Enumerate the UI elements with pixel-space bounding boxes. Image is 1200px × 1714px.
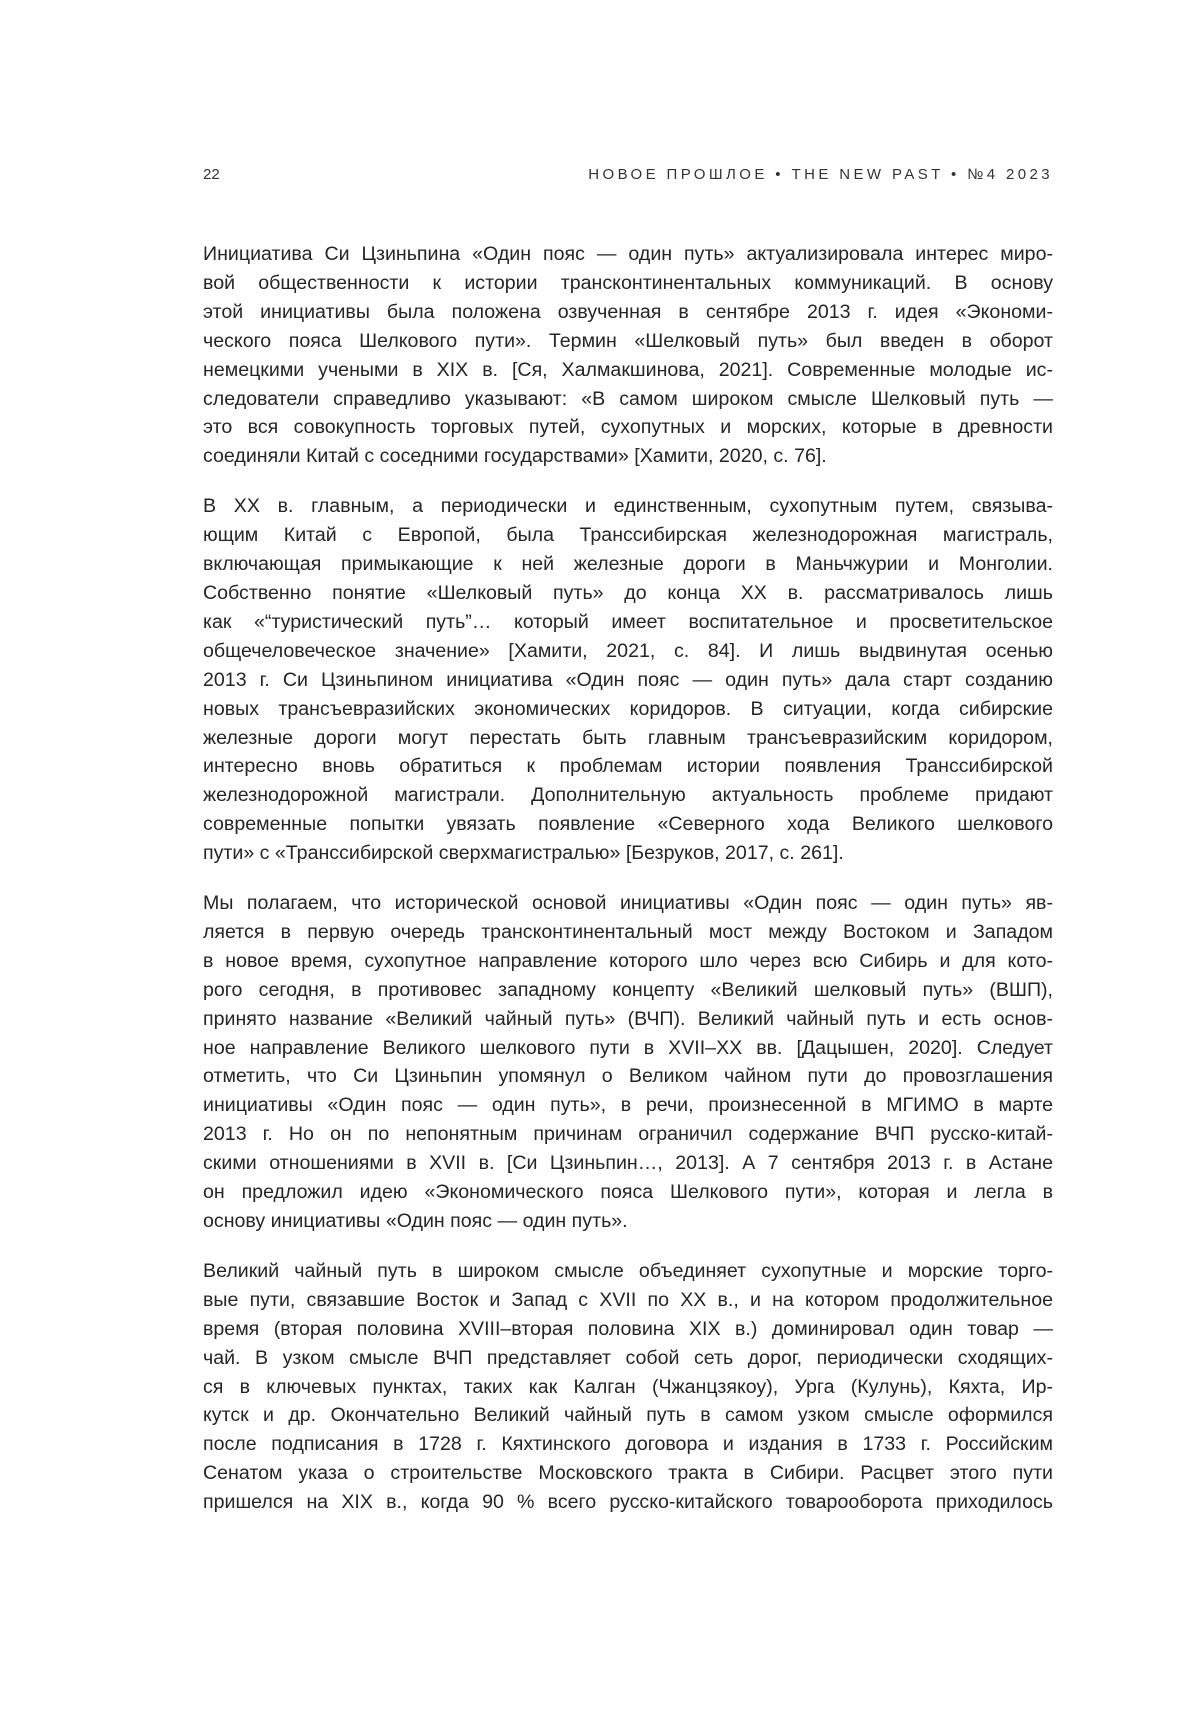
text-line: новых трансъевразийских экономических коридоров. В ситуации, когда сибирские bbox=[203, 695, 1053, 724]
text-line: это вся совокупность торговых путей, сухопутных и морских, которые в древности bbox=[203, 413, 1053, 442]
text-line: общечеловеческое значение» [Хамити, 2021, с. 84]. И лишь выдвинутая осенью bbox=[203, 637, 1053, 666]
paragraph bbox=[203, 240, 1053, 471]
paragraph bbox=[203, 492, 1053, 868]
text-line: ся в ключевых пунктах, таких как Калган (Чжанцзякоу), Урга (Кулунь), Кяхта, Ир- bbox=[203, 1373, 1053, 1402]
text-line: ющим Китай с Европой, была Транссибирская железнодорожная магистраль, bbox=[203, 521, 1053, 550]
text-line: после подписания в 1728 г. Кяхтинского договора и издания в 1733 г. Российским bbox=[203, 1430, 1053, 1459]
text-line: ческого пояса Шелкового пути». Термин «Шелковый путь» был введен в оборот bbox=[203, 327, 1053, 356]
text-line: Мы полагаем, что исторической основой инициативы «Один пояс — один путь» яв- bbox=[203, 889, 1053, 918]
text-line: вой общественности к истории трансконтинентальных коммуникаций. В основу bbox=[203, 269, 1053, 298]
text-line: чай. В узком смысле ВЧП представляет собой сеть дорог, периодически сходящих- bbox=[203, 1344, 1053, 1373]
text-line: современные попытки увязать появление «Северного хода Великого шелкового bbox=[203, 810, 1053, 839]
running-title: НОВОЕ ПРОШЛОЕ • THE NEW PAST • №4 2023 bbox=[588, 166, 1053, 183]
text-line: этой инициативы была положена озвученная в сентябре 2013 г. идея «Экономи- bbox=[203, 298, 1053, 327]
text-line: как «“туристический путь”… который имеет воспитательное и просветительское bbox=[203, 608, 1053, 637]
text-line: рого сегодня, в противовес западному концепту «Великий шелковый путь» (ВШП), bbox=[203, 976, 1053, 1005]
text-line: В XX в. главным, а периодически и единственным, сухопутным путем, связыва- bbox=[203, 492, 1053, 521]
page-number: 22 bbox=[203, 166, 220, 183]
text-line: интересно вновь обратиться к проблемам истории появления Транссибирской bbox=[203, 752, 1053, 781]
page-header bbox=[203, 166, 1053, 190]
text-line: Инициатива Си Цзиньпина «Один пояс — один путь» актуализировала интерес миро- bbox=[203, 240, 1053, 269]
text-line: пришелся на XIX в., когда 90 % всего русско-китайского товарооборота приходилось bbox=[203, 1488, 1053, 1517]
text-line: железнодорожной магистрали. Дополнительную актуальность проблеме придают bbox=[203, 781, 1053, 810]
text-line: вые пути, связавшие Восток и Запад с XVII по XX в., и на котором продолжительное bbox=[203, 1286, 1053, 1315]
paragraph bbox=[203, 1257, 1053, 1517]
text-line: он предложил идею «Экономического пояса Шелкового пути», которая и легла в bbox=[203, 1178, 1053, 1207]
text-line: пути» с «Транссибирской сверхмагистралью» [Безруков, 2017, с. 261]. bbox=[203, 839, 1053, 868]
text-line: принято название «Великий чайный путь» (ВЧП). Великий чайный путь и есть основ- bbox=[203, 1005, 1053, 1034]
text-line: 2013 г. Си Цзиньпином инициатива «Один пояс — один путь» дала старт созданию bbox=[203, 666, 1053, 695]
text-line: ляется в первую очередь трансконтинентальный мост между Востоком и Западом bbox=[203, 918, 1053, 947]
text-line: следователи справедливо указывают: «В самом широком смысле Шелковый путь — bbox=[203, 385, 1053, 414]
text-line: отметить, что Си Цзиньпин упомянул о Великом чайном пути до провозглашения bbox=[203, 1062, 1053, 1091]
text-line: инициативы «Один пояс — один путь», в речи, произнесенной в МГИМО в марте bbox=[203, 1091, 1053, 1120]
text-line: основу инициативы «Один пояс — один путь». bbox=[203, 1207, 1053, 1236]
text-line: Великий чайный путь в широком смысле объединяет сухопутные и морские торго- bbox=[203, 1257, 1053, 1286]
article-body bbox=[203, 240, 1053, 1538]
text-line: Сенатом указа о строительстве Московского тракта в Сибири. Расцвет этого пути bbox=[203, 1459, 1053, 1488]
text-line: в новое время, сухопутное направление которого шло через всю Сибирь и для кото- bbox=[203, 947, 1053, 976]
text-line: 2013 г. Но он по непонятным причинам ограничил содержание ВЧП русско-китай- bbox=[203, 1120, 1053, 1149]
text-line: время (вторая половина XVIII–вторая половина XIX в.) доминировал один товар — bbox=[203, 1315, 1053, 1344]
text-line: кутск и др. Окончательно Великий чайный путь в самом узком смысле оформился bbox=[203, 1401, 1053, 1430]
text-line: железные дороги могут перестать быть главным трансъевразийским коридором, bbox=[203, 724, 1053, 753]
text-line: соединяли Китай с соседними государствами» [Хамити, 2020, с. 76]. bbox=[203, 442, 1053, 471]
text-line: Собственно понятие «Шелковый путь» до конца XX в. рассматривалось лишь bbox=[203, 579, 1053, 608]
text-line: ное направление Великого шелкового пути в XVII–XX вв. [Дацышен, 2020]. Следует bbox=[203, 1034, 1053, 1063]
text-line: немецкими учеными в XIX в. [Ся, Халмакшинова, 2021]. Современные молодые ис- bbox=[203, 356, 1053, 385]
paragraph bbox=[203, 889, 1053, 1236]
text-line: скими отношениями в XVII в. [Си Цзиньпин…, 2013]. А 7 сентября 2013 г. в Астане bbox=[203, 1149, 1053, 1178]
text-line: включающая примыкающие к ней железные дороги в Маньчжурии и Монголии. bbox=[203, 550, 1053, 579]
